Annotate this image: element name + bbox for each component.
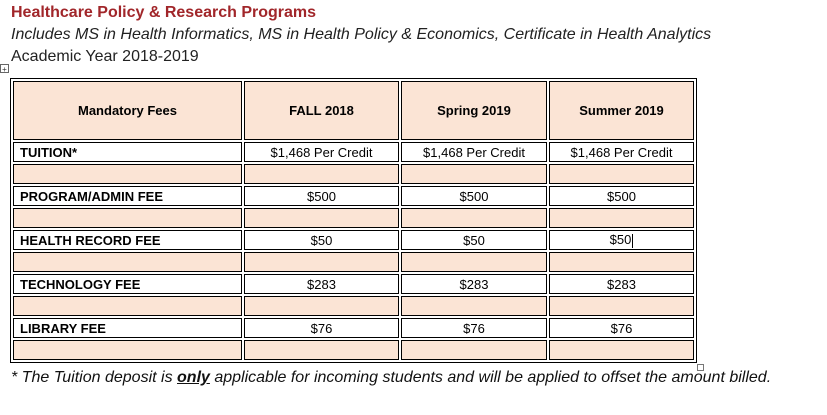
document-subtitle: Includes MS in Health Informatics, MS in Health Policy & Economics, Certificate in Health Analytics xyxy=(11,26,712,43)
table-row xyxy=(13,142,694,162)
spacer-cell[interactable] xyxy=(244,164,399,184)
cell-tuition-summer[interactable]: $1,468 Per Credit xyxy=(549,142,694,162)
row-label-program-admin-fee[interactable]: PROGRAM/ADMIN FEE xyxy=(13,186,242,206)
table-row xyxy=(13,274,694,294)
cell-library-spring[interactable]: $76 xyxy=(401,318,547,338)
cell-tuition-fall[interactable]: $1,468 Per Credit xyxy=(244,142,399,162)
academic-year: Academic Year 2018-2019 xyxy=(11,48,199,65)
footnote xyxy=(11,369,771,387)
spacer-cell[interactable] xyxy=(401,340,547,360)
footnote-text-before: * The Tuition deposit is xyxy=(11,369,178,386)
text-cursor xyxy=(632,234,633,248)
cell-library-fall[interactable]: $76 xyxy=(244,318,399,338)
spacer-cell[interactable] xyxy=(401,252,547,272)
row-label-library-fee[interactable]: LIBRARY FEE xyxy=(13,318,242,338)
table-header-row xyxy=(13,81,694,140)
spacer-cell[interactable] xyxy=(244,340,399,360)
document-title: Healthcare Policy & Research Programs xyxy=(11,4,317,21)
fees-table xyxy=(10,78,697,363)
header-fall-2018[interactable]: FALL 2018 xyxy=(244,81,399,140)
cell-technology-spring[interactable]: $283 xyxy=(401,274,547,294)
table-row xyxy=(13,230,694,250)
spacer-cell[interactable] xyxy=(549,164,694,184)
spacer-row xyxy=(13,296,694,316)
spacer-row xyxy=(13,252,694,272)
table-row xyxy=(13,186,694,206)
spacer-cell[interactable] xyxy=(244,252,399,272)
cell-program-fee-summer[interactable]: $500 xyxy=(549,186,694,206)
row-label-health-record-fee[interactable]: HEALTH RECORD FEE xyxy=(13,230,242,250)
spacer-cell[interactable] xyxy=(13,208,242,228)
spacer-row xyxy=(13,340,694,360)
spacer-row xyxy=(13,164,694,184)
cell-library-summer[interactable]: $76 xyxy=(549,318,694,338)
header-spring-2019[interactable]: Spring 2019 xyxy=(401,81,547,140)
header-mandatory-fees[interactable]: Mandatory Fees xyxy=(13,81,242,140)
spacer-cell[interactable] xyxy=(13,252,242,272)
spacer-cell[interactable] xyxy=(549,340,694,360)
spacer-cell[interactable] xyxy=(401,208,547,228)
table-move-handle-icon[interactable]: + xyxy=(0,64,9,73)
row-label-technology-fee[interactable]: TECHNOLOGY FEE xyxy=(13,274,242,294)
footnote-text-after: applicable for incoming students and will be applied to offset the amount billed. xyxy=(209,369,772,386)
spacer-cell[interactable] xyxy=(13,296,242,316)
cell-program-fee-spring[interactable]: $500 xyxy=(401,186,547,206)
spacer-cell[interactable] xyxy=(401,164,547,184)
row-label-tuition[interactable]: TUITION* xyxy=(13,142,242,162)
spacer-cell[interactable] xyxy=(13,164,242,184)
table-row xyxy=(13,318,694,338)
cell-health-record-summer[interactable] xyxy=(549,230,694,250)
cell-tuition-spring[interactable]: $1,468 Per Credit xyxy=(401,142,547,162)
spacer-cell[interactable] xyxy=(13,340,242,360)
cell-technology-summer[interactable]: $283 xyxy=(549,274,694,294)
spacer-cell[interactable] xyxy=(549,252,694,272)
spacer-cell[interactable] xyxy=(244,208,399,228)
spacer-cell[interactable] xyxy=(549,296,694,316)
spacer-cell[interactable] xyxy=(244,296,399,316)
spacer-cell[interactable] xyxy=(401,296,547,316)
cell-health-record-spring[interactable]: $50 xyxy=(401,230,547,250)
spacer-cell[interactable] xyxy=(549,208,694,228)
cell-program-fee-fall[interactable]: $500 xyxy=(244,186,399,206)
spacer-row xyxy=(13,208,694,228)
header-summer-2019[interactable]: Summer 2019 xyxy=(549,81,694,140)
cell-health-record-summer-text: $50 xyxy=(609,232,632,248)
cell-health-record-fall[interactable]: $50 xyxy=(244,230,399,250)
cell-technology-fall[interactable]: $283 xyxy=(244,274,399,294)
footnote-emphasis: only xyxy=(177,369,210,386)
